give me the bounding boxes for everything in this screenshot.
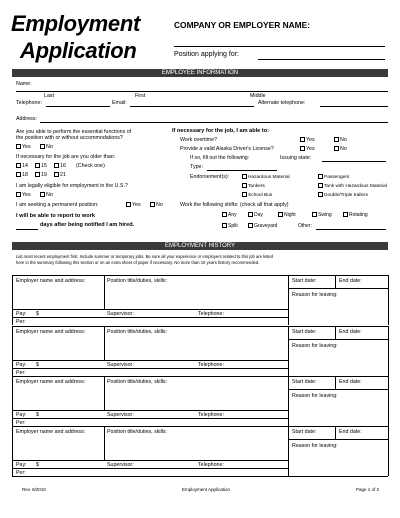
shift-rotating-option[interactable]: Rotating	[343, 212, 368, 218]
pay-dollar-sign: $	[36, 412, 39, 418]
start-date-label: Start date:	[292, 379, 317, 385]
supervisor-label: Supervisor:	[107, 462, 134, 468]
permanent-yes-option[interactable]: Yes	[126, 202, 141, 208]
license-fill-label: If so, fill out the following:	[190, 155, 250, 161]
checkbox-icon[interactable]	[16, 192, 21, 197]
first-name-label: First	[135, 93, 146, 99]
employer-name-label: Employer name and address:	[16, 429, 86, 435]
report-days-field[interactable]	[16, 229, 38, 230]
history-block-1-top-border	[12, 275, 388, 276]
company-name-field[interactable]	[174, 46, 385, 47]
alternate-telephone-label: Alternate telephone:	[258, 100, 306, 106]
essential-yes-option[interactable]: Yes	[16, 144, 31, 150]
history-block-1-divider-2	[288, 275, 289, 325]
per-label: Per:	[16, 319, 26, 325]
employee-information-bar: EMPLOYEE INFORMATION	[12, 69, 388, 77]
history-block-1-date-line	[288, 288, 388, 289]
pay-label: Pay:	[16, 362, 27, 368]
checkbox-icon[interactable]	[318, 192, 323, 197]
checkbox-icon[interactable]	[222, 212, 227, 217]
telephone-label: Telephone:	[198, 311, 224, 317]
footer-page-number: Page 1 of 2	[356, 487, 380, 492]
history-block-3-top-border	[12, 376, 388, 377]
end-date-label: End date:	[339, 429, 362, 435]
telephone-label: Telephone:	[198, 412, 224, 418]
issuing-state-field[interactable]	[322, 161, 386, 162]
checkbox-icon[interactable]	[54, 172, 59, 177]
employer-name-field-3[interactable]	[13, 390, 103, 409]
supervisor-label: Supervisor:	[107, 311, 134, 317]
issuing-state-label: Issuing state:	[280, 155, 312, 161]
checkbox-icon[interactable]	[278, 212, 283, 217]
address-field[interactable]	[40, 122, 388, 123]
history-block-4-right-border	[388, 426, 389, 476]
end-date-label: End date:	[339, 329, 362, 335]
history-block-2-right-border	[388, 326, 389, 376]
shift-day-option[interactable]: Day	[248, 212, 263, 218]
pay-label: Pay:	[16, 311, 27, 317]
checkbox-icon[interactable]	[222, 223, 227, 228]
checkbox-icon[interactable]	[334, 137, 339, 142]
checkbox-icon[interactable]	[334, 146, 339, 151]
alternate-telephone-field[interactable]	[320, 106, 388, 107]
checkbox-icon[interactable]	[150, 202, 155, 207]
employment-history-bar: EMPLOYMENT HISTORY	[12, 242, 388, 250]
pay-dollar-sign: $	[36, 362, 39, 368]
employer-name-label: Employer name and address:	[16, 278, 86, 284]
reason-for-leaving-label: Reason for leaving:	[292, 393, 338, 399]
age-check-one-note: (Check one)	[76, 163, 105, 169]
email-label: Email:	[112, 100, 127, 106]
pay-dollar-sign: $	[36, 311, 39, 317]
eligible-yes-option[interactable]: Yes	[16, 192, 31, 198]
end-date-label: End date:	[339, 379, 362, 385]
history-block-3-date-line	[288, 389, 388, 390]
email-field[interactable]	[130, 106, 254, 107]
telephone-label: Telephone:	[198, 362, 224, 368]
checkbox-icon[interactable]	[300, 146, 305, 151]
supervisor-label: Supervisor:	[107, 412, 134, 418]
per-label: Per:	[16, 470, 26, 476]
essential-no-option[interactable]: No	[40, 144, 53, 150]
middle-name-label: Middle	[250, 93, 266, 99]
history-instructions-line2: here in the summary following this section or on an extra sheet of paper if necessary. No more than 10 years history recommended.	[16, 260, 260, 265]
history-block-3-right-border	[388, 376, 389, 426]
overtime-yes-option[interactable]: Yes	[300, 137, 315, 143]
age-14-option[interactable]: 14	[16, 163, 28, 169]
position-title-field-4[interactable]	[105, 436, 287, 459]
supervisor-label: Supervisor:	[107, 362, 134, 368]
employer-name-label: Employer name and address:	[16, 379, 86, 385]
checkbox-icon[interactable]	[300, 137, 305, 142]
position-title-field-1[interactable]	[105, 285, 287, 308]
company-name-label: COMPANY OR EMPLOYER NAME:	[174, 20, 311, 30]
license-yes-option[interactable]: Yes	[300, 146, 315, 152]
history-block-1-right-border	[388, 275, 389, 325]
job-able-heading: If necessary for the job, I am able to:	[172, 128, 269, 134]
license-type-label: Type:	[190, 164, 203, 170]
history-bottom-border	[12, 476, 388, 477]
position-applying-label: Position applying for:	[174, 51, 239, 58]
form-title-line1: Employment	[11, 11, 141, 36]
endorsement-tank-hazmat-option[interactable]: Tank with Hazardous Material	[318, 183, 387, 189]
history-instructions-line1: List most recent employment first. Include summer or temporary jobs. Be sure all your experience or employers related to this job are listed	[16, 254, 273, 259]
per-label: Per:	[16, 370, 26, 376]
checkbox-icon[interactable]	[40, 144, 45, 149]
eligible-no-option[interactable]: No	[40, 192, 53, 198]
reason-for-leaving-label: Reason for leaving:	[292, 443, 338, 449]
shift-night-option[interactable]: Night	[278, 212, 296, 218]
history-block-2-divider-2	[288, 326, 289, 376]
report-to-work-line1: I will be able to report to work	[16, 213, 95, 219]
start-date-label: Start date:	[292, 329, 317, 335]
overtime-no-option[interactable]: No	[334, 137, 347, 143]
checkbox-icon[interactable]	[242, 183, 247, 188]
history-block-2-date-line	[288, 339, 388, 340]
history-block-4-divider-2	[288, 426, 289, 476]
history-block-2-pay-line	[12, 360, 288, 361]
footer-title: Employment Application	[182, 487, 231, 492]
essential-functions-question-line1: Are you able to perform the essential functions of	[16, 129, 132, 135]
position-title-label: Position title/duties, skills:	[107, 329, 168, 335]
employer-name-field-1[interactable]	[13, 289, 103, 308]
pay-label: Pay:	[16, 412, 27, 418]
history-block-1-pay-line	[12, 309, 288, 310]
checkbox-icon[interactable]	[35, 163, 40, 168]
checkbox-icon[interactable]	[343, 212, 348, 217]
telephone-field[interactable]	[46, 106, 110, 107]
endorsements-label: Endorsement(s):	[190, 174, 230, 180]
report-to-work-line2: days after being notified I am hired.	[40, 222, 135, 228]
checkbox-icon[interactable]	[54, 163, 59, 168]
history-block-3-divider-2	[288, 376, 289, 426]
checkbox-icon[interactable]	[312, 212, 317, 217]
checkbox-icon[interactable]	[40, 192, 45, 197]
endorsement-double-triple-option[interactable]: Double/Triple trailers	[318, 192, 368, 198]
history-block-2-date-divider	[335, 326, 336, 339]
endorsement-passengers-option[interactable]: Passengers	[318, 174, 349, 180]
shift-other-label: Other:	[298, 223, 312, 229]
history-block-2-top-border	[12, 326, 388, 327]
age-21-option[interactable]: 21	[54, 172, 66, 178]
checkbox-icon[interactable]	[126, 202, 131, 207]
checkbox-icon[interactable]	[318, 183, 323, 188]
position-title-field-3[interactable]	[105, 386, 287, 409]
telephone-label: Telephone:	[16, 100, 42, 106]
age-16-option[interactable]: 16	[54, 163, 66, 169]
checkbox-icon[interactable]	[242, 174, 247, 179]
license-question: Provide a valid Alaska Driver's License?	[180, 146, 274, 152]
position-title-label: Position title/duties, skills:	[107, 278, 168, 284]
shift-split-option[interactable]: Split	[222, 223, 238, 229]
checkbox-icon[interactable]	[16, 144, 21, 149]
history-block-3-pay-line	[12, 410, 288, 411]
reason-for-leaving-label: Reason for leaving:	[292, 343, 338, 349]
permanent-position-question: I am seeking a permanent position:	[16, 202, 99, 208]
checkbox-icon[interactable]	[318, 174, 323, 179]
overtime-question: Work overtime?	[180, 137, 217, 143]
endorsement-school-bus-option[interactable]: School Bus	[242, 192, 272, 198]
position-title-label: Position title/duties, skills:	[107, 429, 168, 435]
per-label: Per:	[16, 420, 26, 426]
history-block-1-per-line	[12, 317, 288, 318]
age-19-option[interactable]: 19	[35, 172, 47, 178]
endorsement-hazmat-option[interactable]: Hazardous Material	[242, 174, 290, 180]
age-18-option[interactable]: 18	[16, 172, 28, 178]
checkbox-icon[interactable]	[16, 172, 21, 177]
history-block-3-per-line	[12, 418, 288, 419]
position-title-label: Position title/duties, skills:	[107, 379, 168, 385]
eligible-question: I am legally eligible for employment in the U.S.?	[16, 183, 128, 189]
employer-name-field-2[interactable]	[13, 340, 103, 359]
checkbox-icon[interactable]	[16, 163, 21, 168]
history-block-3-date-divider	[335, 376, 336, 389]
reason-for-leaving-label: Reason for leaving:	[292, 292, 338, 298]
shift-any-option[interactable]: Any	[222, 212, 237, 218]
endorsement-tankers-option[interactable]: Tankers	[242, 183, 265, 189]
pay-label: Pay:	[16, 462, 27, 468]
address-label: Address:	[16, 116, 37, 122]
checkbox-icon[interactable]	[248, 212, 253, 217]
start-date-label: Start date:	[292, 278, 317, 284]
history-block-4-per-line	[12, 468, 288, 469]
footer-revision: Rev. 8/2010	[22, 487, 46, 492]
history-block-4-date-divider	[335, 426, 336, 439]
license-no-option[interactable]: No	[334, 146, 347, 152]
pay-dollar-sign: $	[36, 462, 39, 468]
form-title-line2: Application	[20, 38, 137, 63]
license-type-field[interactable]	[207, 170, 277, 171]
shift-swing-option[interactable]: Swing	[312, 212, 332, 218]
history-block-2-per-line	[12, 368, 288, 369]
start-date-label: Start date:	[292, 429, 317, 435]
employer-name-field-4[interactable]	[13, 440, 103, 459]
checkbox-icon[interactable]	[242, 192, 247, 197]
history-block-4-pay-line	[12, 460, 288, 461]
essential-functions-question-line2: the position with or without accommodations?	[16, 135, 123, 141]
last-name-label: Last	[44, 93, 55, 99]
history-block-4-top-border	[12, 426, 388, 427]
permanent-no-option[interactable]: No	[150, 202, 163, 208]
end-date-label: End date:	[339, 278, 362, 284]
employer-name-label: Employer name and address:	[16, 329, 86, 335]
shift-other-field[interactable]	[316, 229, 386, 230]
position-applying-field[interactable]	[258, 59, 385, 60]
telephone-label: Telephone:	[198, 462, 224, 468]
age-question: If necessary for the job are you older than:	[16, 154, 116, 160]
checkbox-icon[interactable]	[35, 172, 40, 177]
name-field[interactable]	[16, 91, 388, 92]
checkbox-icon[interactable]	[248, 223, 253, 228]
shift-graveyard-option[interactable]: Graveyard	[248, 223, 277, 229]
position-title-field-2[interactable]	[105, 336, 287, 359]
name-label: Name:	[16, 81, 32, 87]
history-block-4-date-line	[288, 439, 388, 440]
history-block-1-date-divider	[335, 275, 336, 288]
shifts-question: Work the following shifts: (check all that apply)	[180, 202, 289, 208]
age-15-option[interactable]: 15	[35, 163, 47, 169]
